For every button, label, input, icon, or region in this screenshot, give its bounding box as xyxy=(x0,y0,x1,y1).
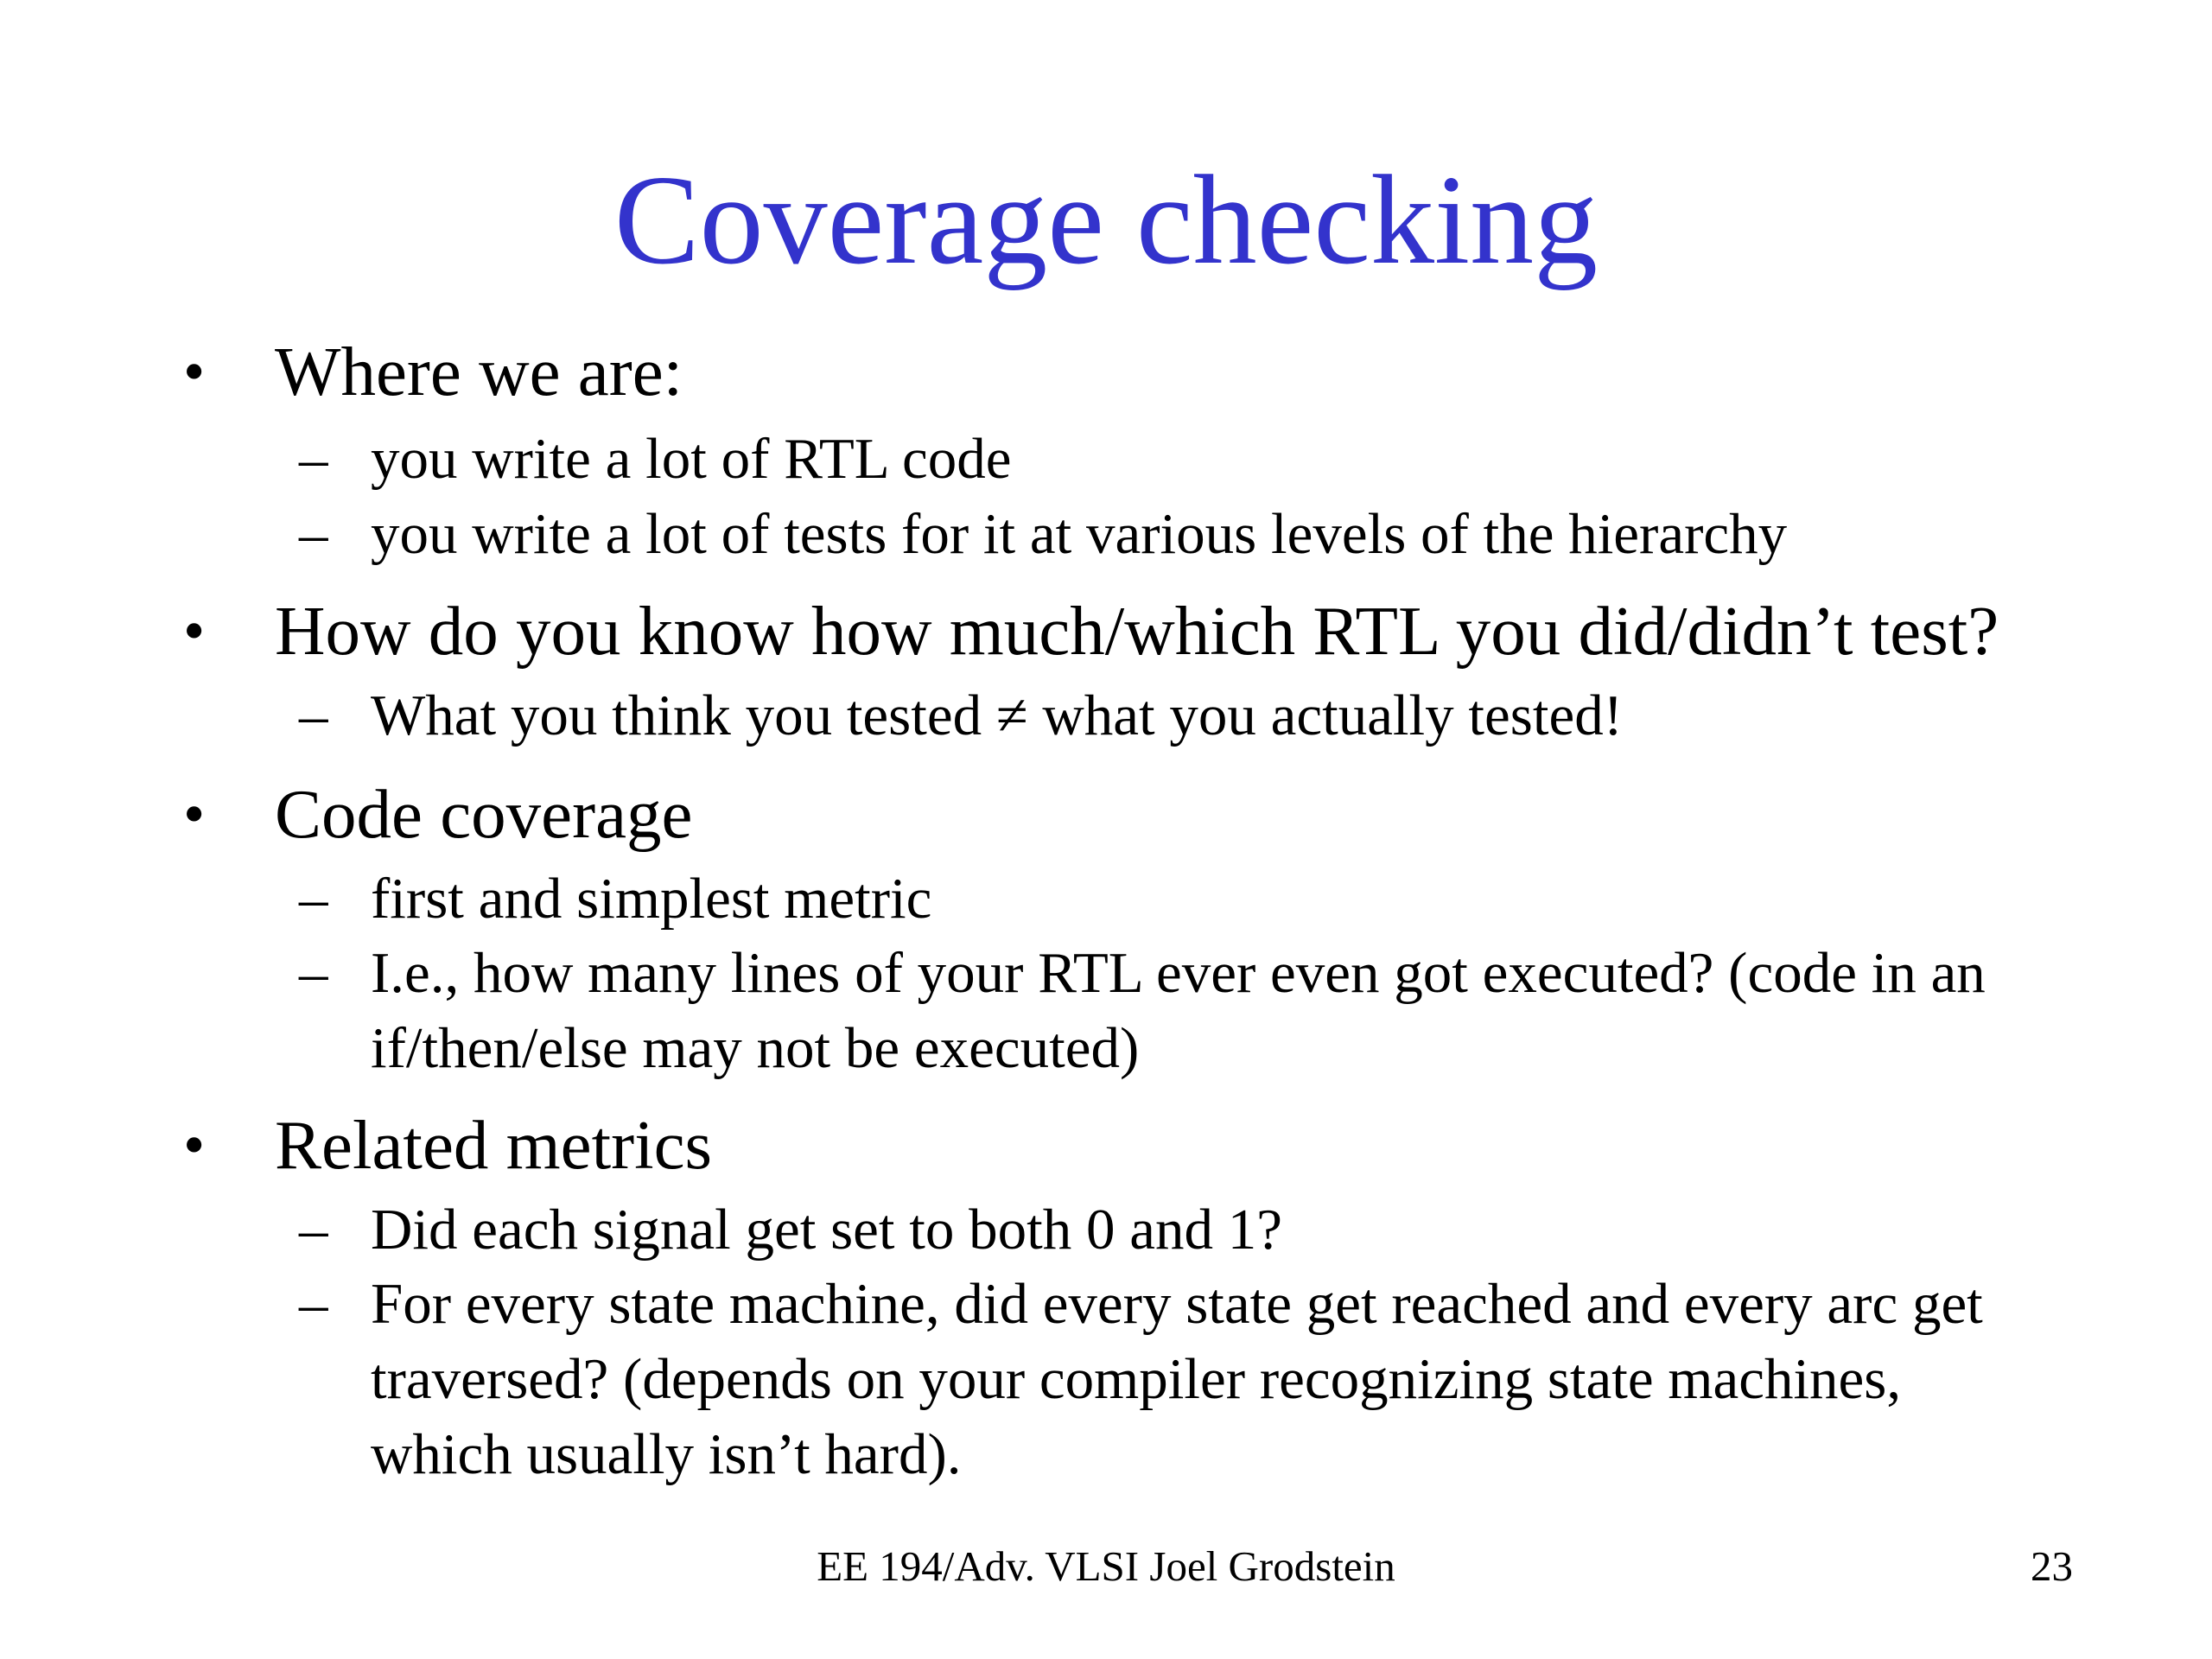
sub-bullet-text-line: traversed? (depends on your compiler recognizing state machines, xyxy=(371,1347,1902,1411)
sub-bullet-text-line: which usually isn’t hard). xyxy=(371,1422,962,1486)
bullet-text: How do you know how much/which RTL you did/didn’t test? xyxy=(275,592,1999,670)
sub-bullet-text-line: I.e., how many lines of your RTL ever even got executed? (code in an xyxy=(371,941,1986,1005)
sub-bullet-text-line: For every state machine, did every state get reached and every arc get xyxy=(371,1272,1983,1336)
bullet-icon: • xyxy=(183,337,206,406)
bullet-icon: • xyxy=(183,596,206,665)
dash-icon: – xyxy=(299,427,328,491)
bullet-icon: • xyxy=(183,1110,206,1179)
bullet-text: Code coverage xyxy=(275,775,693,853)
sub-bullet-text: first and simplest metric xyxy=(371,867,932,931)
page-number: 23 xyxy=(2031,1542,2073,1590)
sub-bullet-text: you write a lot of RTL code xyxy=(371,427,1012,491)
sub-bullet-text: Did each signal get set to both 0 and 1? xyxy=(371,1198,1282,1262)
slide-title: Coverage checking xyxy=(613,149,1599,291)
bullet-text: Related metrics xyxy=(275,1106,713,1184)
sub-bullet-text-line: if/then/else may not be executed) xyxy=(371,1016,1140,1080)
bullet-text: Where we are: xyxy=(275,333,683,410)
dash-icon: – xyxy=(299,683,328,747)
dash-icon: – xyxy=(299,1198,328,1262)
bullet-icon: • xyxy=(183,779,206,849)
slide-footer: EE 194/Adv. VLSI Joel Grodstein xyxy=(817,1542,1395,1590)
dash-icon: – xyxy=(299,1272,328,1336)
dash-icon: – xyxy=(299,941,328,1005)
dash-icon: – xyxy=(299,502,328,566)
sub-bullet-text: you write a lot of tests for it at various levels of the hierarchy xyxy=(371,502,1788,566)
dash-icon: – xyxy=(299,867,328,931)
sub-bullet-text: What you think you tested ≠ what you actually tested! xyxy=(371,683,1624,747)
